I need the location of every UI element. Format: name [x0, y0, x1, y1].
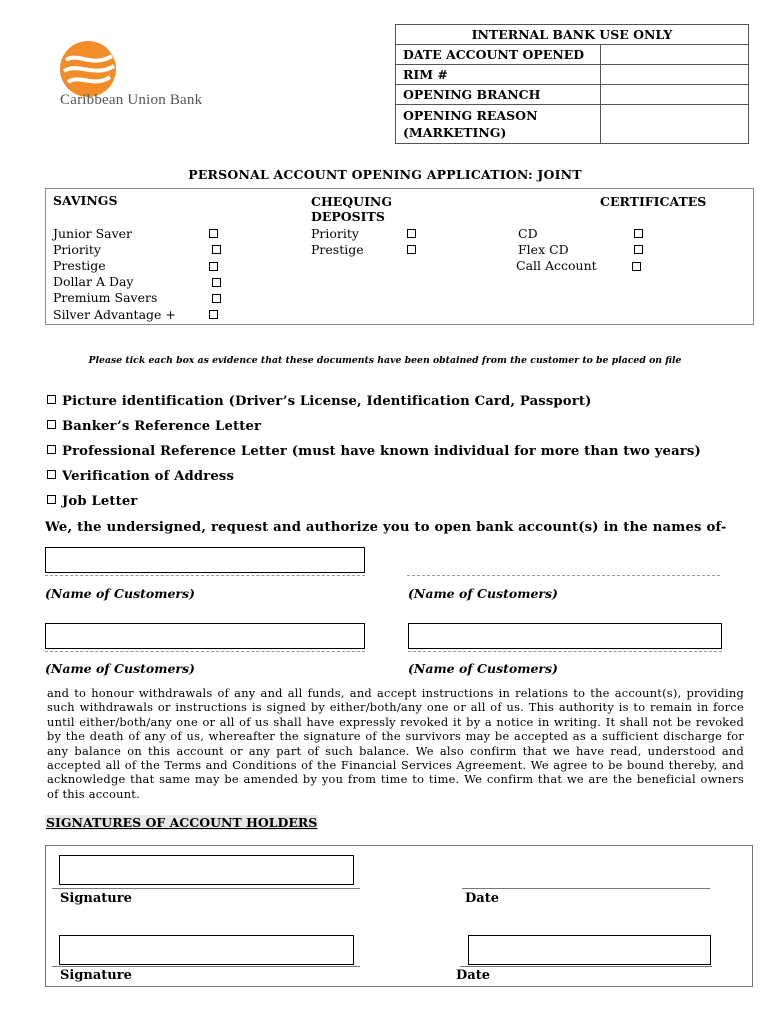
rim-label: RIM # [396, 65, 601, 85]
doc-picture-id-label: Picture identification (Driver’s License, Identification Card, Passport) [62, 394, 592, 409]
savings-item-premium-savers: Premium Savers [53, 290, 158, 305]
savings-item-silver-advantage: Silver Advantage + [53, 307, 176, 322]
certificate-item-call-account: Call Account [516, 258, 597, 273]
date-opened-field[interactable] [601, 45, 749, 65]
doc-picture-id[interactable] [47, 394, 591, 409]
savings-item-junior-saver: Junior Saver [53, 226, 133, 241]
customer-name-label-4: (Name of Customers) [408, 661, 558, 676]
call-account-checkbox[interactable] [632, 262, 641, 271]
deposits-header: DEPOSITS [311, 209, 385, 224]
doc-professional-reference-label: Professional Reference Letter (must have known individual for more than two years) [62, 444, 701, 459]
signature-label-1: Signature [60, 891, 132, 906]
date-field-1[interactable] [465, 855, 710, 885]
opening-reason-label: OPENING REASON (MARKETING) [396, 105, 601, 144]
customer-name-line-1 [45, 575, 365, 576]
signature-line-1 [52, 888, 360, 889]
doc-job-letter[interactable] [47, 494, 138, 509]
signature-field-2[interactable] [59, 935, 354, 965]
date-field-2[interactable] [468, 935, 711, 965]
customer-name-field-1[interactable] [45, 547, 365, 573]
opening-branch-label: OPENING BRANCH [396, 85, 601, 105]
professional-reference-checkbox[interactable] [47, 445, 56, 454]
job-letter-checkbox[interactable] [47, 495, 56, 504]
customer-name-label-2: (Name of Customers) [408, 586, 558, 601]
customer-name-line-4 [408, 651, 722, 652]
signature-line-2 [52, 966, 360, 967]
rim-field[interactable] [601, 65, 749, 85]
savings-header: SAVINGS [53, 193, 118, 208]
cd-checkbox[interactable] [634, 229, 643, 238]
documents-note: Please tick each box as evidence that these documents have been obtained from the customer to be placed on file [88, 355, 682, 366]
chequing-item-prestige: Prestige [311, 242, 364, 257]
doc-job-letter-label: Job Letter [62, 494, 138, 509]
signature-field-1[interactable] [59, 855, 354, 885]
date-label-1: Date [465, 891, 499, 906]
doc-verification-address[interactable] [47, 469, 234, 484]
customer-name-label-1: (Name of Customers) [45, 586, 195, 601]
savings-item-priority: Priority [53, 242, 101, 257]
customer-name-label-3: (Name of Customers) [45, 661, 195, 676]
doc-verification-address-label: Verification of Address [62, 469, 235, 484]
dollar-a-day-checkbox[interactable] [212, 278, 221, 287]
savings-prestige-checkbox[interactable] [209, 262, 218, 271]
signature-label-2: Signature [60, 968, 132, 983]
customer-name-line-3 [45, 651, 365, 652]
customer-name-field-3[interactable] [45, 623, 365, 649]
customer-name-field-2[interactable] [407, 547, 720, 573]
chequing-item-priority: Priority [311, 226, 359, 241]
bank-logo-icon [58, 40, 124, 98]
signatures-title: SIGNATURES OF ACCOUNT HOLDERS [46, 815, 318, 830]
customer-name-field-4[interactable] [408, 623, 722, 649]
form-title: PERSONAL ACCOUNT OPENING APPLICATION: JOINT [188, 167, 582, 182]
doc-professional-reference[interactable] [47, 444, 701, 459]
certificates-header: CERTIFICATES [600, 194, 707, 209]
chequing-prestige-checkbox[interactable] [407, 245, 416, 254]
customer-name-line-2 [407, 575, 720, 576]
date-label-2: Date [456, 968, 490, 983]
junior-saver-checkbox[interactable] [209, 229, 218, 238]
savings-item-prestige: Prestige [53, 258, 106, 273]
date-line-1 [462, 888, 710, 889]
date-opened-label: DATE ACCOUNT OPENED [396, 45, 601, 65]
bank-name: Caribbean Union Bank [60, 92, 203, 108]
certificate-item-flex-cd: Flex CD [518, 242, 569, 257]
silver-advantage-checkbox[interactable] [209, 310, 218, 319]
savings-item-dollar-a-day: Dollar A Day [53, 274, 134, 289]
date-line-2 [460, 966, 712, 967]
certificate-item-cd: CD [518, 226, 538, 241]
opening-reason-field[interactable] [601, 105, 749, 144]
flex-cd-checkbox[interactable] [634, 245, 643, 254]
doc-bankers-reference[interactable] [47, 419, 261, 434]
verification-address-checkbox[interactable] [47, 470, 56, 479]
chequing-priority-checkbox[interactable] [407, 229, 416, 238]
premium-savers-checkbox[interactable] [212, 294, 221, 303]
agreement-text: and to honour withdrawals of any and all funds, and accept instructions in relations to the account(s), providing such withdrawals or instructions is signed by either/both/any one or all of us. This authority is to remain in force until either/both/any one or all of us shall have expressly revoked it by a notice in writing. It shall not be revoked by the death of any of us, whereafter the signature of the survivors may be accepted as a sufficient discharge for any balance on this account or any part of such balance. We also confirm that we have read, understood and accepted all of the Terms and Conditions of the Financial Services Agreement. We agree to be bound thereby, and acknowledge that same may be amended by you from time to time. We confirm that we are the beneficial owners of this account. [47, 686, 744, 801]
savings-priority-checkbox[interactable] [212, 245, 221, 254]
internal-use-table [395, 24, 749, 144]
doc-bankers-reference-label: Banker’s Reference Letter [62, 419, 262, 434]
chequing-header: CHEQUING [311, 194, 393, 209]
opening-branch-field[interactable] [601, 85, 749, 105]
internal-use-header: INTERNAL BANK USE ONLY [396, 25, 749, 45]
request-statement: We, the undersigned, request and authorize you to open bank account(s) in the names of- [45, 520, 727, 535]
picture-id-checkbox[interactable] [47, 395, 56, 404]
bankers-reference-checkbox[interactable] [47, 420, 56, 429]
